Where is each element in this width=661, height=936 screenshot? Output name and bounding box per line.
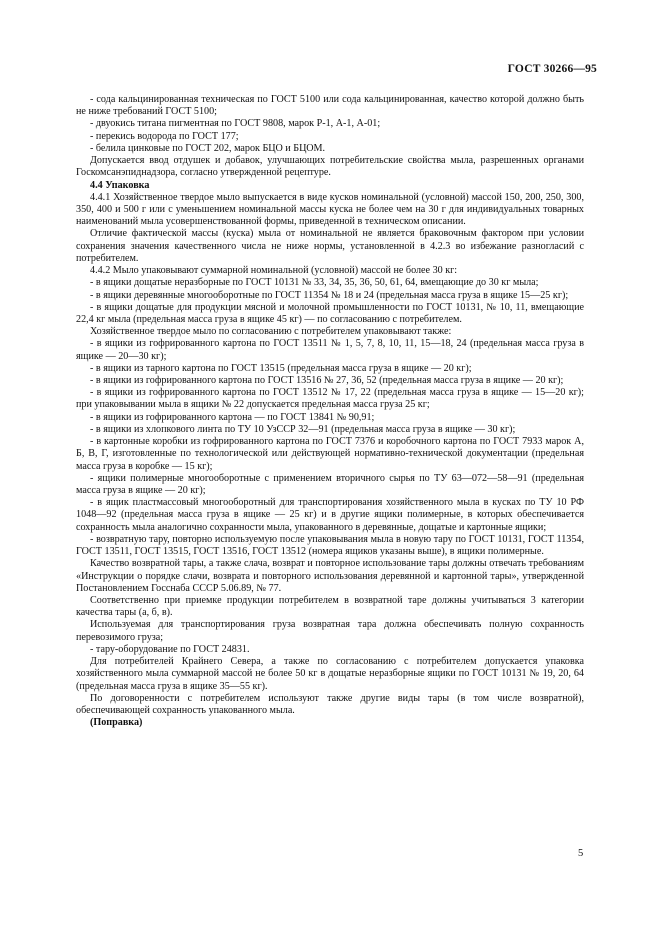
paragraph-transport-tare: Используемая для транспортирования груза возвратная тара должна обеспечивать полную сохранность перевозимого груза; (76, 619, 584, 643)
list-item-corrugated-13512: - в ящики из гофрированного картона по ГОСТ 13512 № 17, 22 (предельная масса груза в ящике — 15—20 кг); при упаковывании мыла в ящики № 22 допускается предельная масса груза 25 кг; (76, 387, 584, 411)
paragraph-mass-difference: Отличие фактической массы (куска) мыла от номинальной не является браковочным фактором при условии сохранения значения качественного числа не ниже нормы, установленной в 4.2.3 во избежание разногласий с потребителем. (76, 228, 584, 264)
list-item-plastic-box: - в ящик пластмассовый многооборотный для транспортирования хозяйственного мыла в кусках по ТУ 10 РФ 1048—92 (предельная масса груза в ящике — 25 кг) и в другие ящики полимерные, в которых обеспечивается сохранность мыла аналогично сохранности мыла, упакованного в деревянные, дощатые и картонные ящики; (76, 497, 584, 533)
list-item-tare-equipment: - тару-оборудование по ГОСТ 24831. (90, 643, 250, 655)
document-code: ГОСТ 30266—95 (507, 63, 597, 75)
paragraph-far-north: Для потребителей Крайнего Севера, а также по согласованию с потребителем допускается упаковка хозяйственного мыла суммарной массой не более 50 кг в дощатые неразборные ящики по ГОСТ 10131 № 19, 20, 64 (предельная масса груза в ящике 35—55 кг). (76, 656, 584, 692)
amendment-note: (Поправка) (90, 717, 143, 729)
section-heading-packaging: 4.4 Упаковка (90, 179, 150, 191)
list-item-titanium: - двуокись титана пигментная по ГОСТ 9808, марок Р-1, А-1, А-01; (90, 118, 381, 130)
list-item-returnable-tare: - возвратную тару, повторно используемую после упаковывания мыла в новую тару по ГОСТ 10131, ГОСТ 11354, ГОСТ 13511, ГОСТ 13515, ГОСТ 13516, ГОСТ 13512 (номера ящиков указаны выше), в ящики полимерные. (76, 533, 584, 558)
paragraph-tare-categories: Соответственно при приемке продукции потребителем в возвратной таре должны учитываться 3 категории качества тары (а, б, в). (76, 594, 584, 619)
list-item-zinc-white: - белила цинковые по ГОСТ 202, марок БЦО и БЦОМ. (90, 142, 326, 154)
list-item-corrugated-13511: - в ящики из гофрированного картона по ГОСТ 13511 № 1, 5, 7, 8, 10, 11, 15—18, 24 (предельная масса груза в ящике — 20—30 кг); (76, 338, 584, 362)
list-item-corrugated-13841: - в ящики из гофрированного картона — по ГОСТ 13841 № 90,91; (90, 411, 375, 423)
list-item-cotton-linter: - в ящики из хлопкового линта по ТУ 10 УзССР 32—91 (предельная масса груза в ящике — 30 кг); (90, 423, 516, 435)
list-item-cardboard-13515: - в ящики из тарного картона по ГОСТ 13515 (предельная масса груза в ящике — 20 кг); (90, 362, 472, 374)
list-item-corrugated-13516: - в ящики из гофрированного картона по ГОСТ 13516 № 27, 36, 52 (предельная масса груза в ящике — 20 кг); (90, 375, 564, 387)
list-item-soda: - сода кальцинированная техническая по ГОСТ 5100 или сода кальцинированная, качество которой должно быть не ниже требований ГОСТ 5100; (76, 94, 584, 118)
paragraph-other-tare: По договоренности с потребителем используют также другие виды тары (в том числе возвратной), обеспечивающей сохранность упакованного мыла. (76, 692, 584, 716)
paragraph-4-4-2: 4.4.2 Мыло упаковывают суммарной номинальной (условной) массой не более 30 кг: (90, 265, 458, 277)
list-item-cardboard-boxes: - в картонные коробки из гофрированного картона по ГОСТ 7376 и коробочного картона по ГОСТ 7933 марок А, Б, В, Г, изготовленные по технологической или действующей нормативно-технической документации (предельная масса груза в коробке — 15 кг); (76, 436, 584, 472)
list-item-wooden-boxes: - в ящики дощатые неразборные по ГОСТ 10131 № 33, 34, 35, 36, 50, 61, 64, вмещающие до 30 кг мыла; (90, 277, 539, 289)
paragraph-additives: Допускается ввод отдушек и добавок, улучшающих потребительские свойства мыла, разрешенных органами Госкомсанэпиднадзора, согласно утвержденной рецептуре. (76, 155, 584, 179)
paragraph-tare-quality: Качество возвратной тары, а также слача, возврат и повторное использование тары должны отвечать требованиям «Инструкции о порядке слачи, возврата и повторного использования деревянной и картонной тары», утвержденной Постановлением Госснаба СССР 5.06.89, № 77. (76, 558, 584, 594)
list-item-meat-dairy-boxes: - в ящики дощатые для продукции мясной и молочной промышленности по ГОСТ 10131, № 10, 11, вмещающие 22,4 кг мыла (предельная масса груза в ящике 45 кг) — по согласованию с потребителем. (76, 301, 584, 325)
list-item-reusable-boxes: - в ящики деревянные многооборотные по ГОСТ 11354 № 18 и 24 (предельная масса груза в ящике 15—25 кг); (90, 289, 569, 301)
list-item-peroxide: - перекись водорода по ГОСТ 177; (90, 130, 239, 142)
list-item-polymer-boxes: - ящики полимерные многооборотные с применением вторичного сырья по ТУ 63—072—58—91 (предельная масса груза в ящике — 20 кг); (76, 472, 584, 496)
page-number: 5 (578, 848, 584, 859)
paragraph-also-packed: Хозяйственное твердое мыло по согласованию с потребителем упаковывают также: (90, 326, 452, 338)
paragraph-4-4-1: 4.4.1 Хозяйственное твердое мыло выпускается в виде кусков номинальной (условной) массой 150, 200, 250, 300, 350, 400 и 500 г или с уменьшением номинальной массы куска не более чем на 30 г для индивидуальных товарных наименований мыла усовершенствованной формы, приведенной в техническом описании. (76, 191, 584, 228)
document-body (76, 94, 584, 729)
